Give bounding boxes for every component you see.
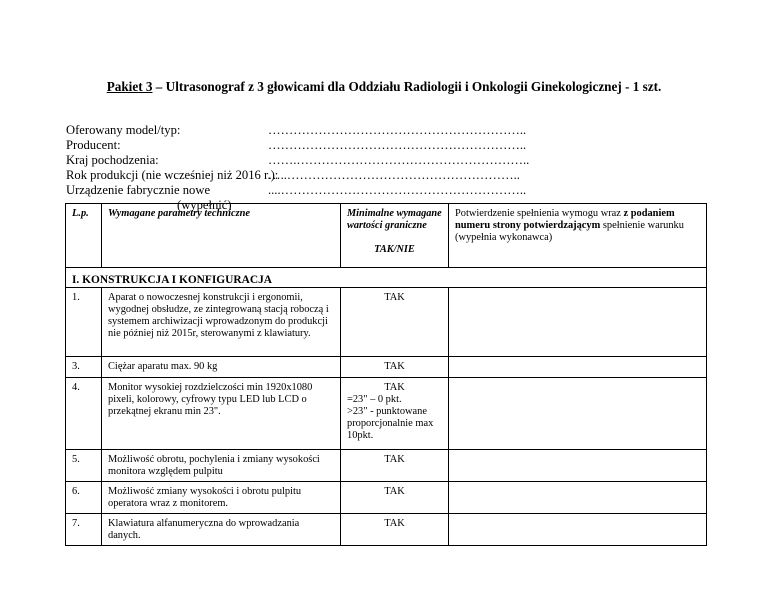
info-label: Kraj pochodzenia: [66,153,159,167]
row-lp: 6. [66,482,102,514]
row-lp: 3. [66,357,102,378]
info-row-country [66,153,530,168]
row-tak: TAK [384,486,405,497]
header-tak-nie: TAK/NIE [374,244,415,255]
row-description: Klawiatura alfanumeryczna do wprowadzania danych. [102,514,341,546]
row-description: Możliwość zmiany wysokości i obrotu pulpitu operatora wraz z monitorem. [102,482,341,514]
header-min-values [341,204,449,268]
row-lp: 5. [66,450,102,482]
info-label: Urządzenie fabrycznie nowe [66,183,211,197]
table-row [66,288,707,357]
info-fill-field[interactable]: ....………………………………………………….. [268,183,527,197]
info-row-producer [66,138,527,153]
table-body [66,288,707,546]
row-lp: 1. [66,288,102,357]
info-row-new [66,183,527,198]
row-required-value [341,450,449,482]
info-row-model [66,123,527,138]
header-lp: L.p. [66,204,102,268]
title-text: – Ultrasonograf z 3 głowicami dla Oddziału Radiologii i Onkologii Ginekologicznej - 1 szt. [152,79,662,94]
header-confirmation [449,204,707,268]
row-tak: TAK [384,454,405,465]
table-row [66,357,707,378]
table-row [66,514,707,546]
header-confirmation-post: spełnienie warunku (wypełnia wykonawca) [455,220,684,243]
row-confirmation-cell[interactable] [449,450,707,482]
row-lp: 7. [66,514,102,546]
info-fill-field[interactable]: …..……………………………………………….. [268,168,520,182]
document-title [0,79,768,95]
row-description: Monitor wysokiej rozdzielczości min 1920x1080 pixeli, kolorowy, cyfrowy typu LED lub LCD o przekątnej ekranu min 23". [102,378,341,450]
row-tak: TAK [384,361,405,372]
info-label: Rok produkcji (nie wcześniej niż 2016 r.): [66,168,279,182]
row-required-value [341,357,449,378]
row-confirmation-cell[interactable] [449,288,707,357]
info-fill-field[interactable]: …………………………………………………….. [268,138,527,152]
row-confirmation-cell[interactable] [449,378,707,450]
table-row [66,482,707,514]
header-parameters: Wymagane parametry techniczne [102,204,341,268]
section-row [66,268,707,288]
info-row-year [66,168,520,183]
info-fill-field[interactable]: …….……………………………………………….. [268,153,530,167]
row-description: Aparat o nowoczesnej konstrukcji i ergonomii, wygodnej obsłudze, ze zintegrowaną stacją roboczą i systemem archiwizacji wprowadzonym do produkcji nie później niż 2015r, sterowanymi z klawiatury. [102,288,341,357]
row-required-value [341,288,449,357]
info-label: Producent: [66,138,121,152]
table-row [66,450,707,482]
technical-parameters-table [65,203,707,546]
row-tak: TAK [384,518,405,529]
header-min-values-text: Minimalne wymagane wartości graniczne [347,208,442,231]
info-fill-field[interactable]: …………………………………………………….. [268,123,527,137]
row-required-value [341,378,449,450]
info-label: Oferowany model/typ: [66,123,181,137]
row-scoring-note: >23" - punktowane proporcjonalnie max 10pkt. [347,406,434,441]
row-confirmation-cell[interactable] [449,514,707,546]
row-scoring-note: =23" – 0 pkt. [347,394,402,405]
row-required-value [341,514,449,546]
package-label: Pakiet 3 [106,79,153,94]
offer-info [66,123,530,213]
row-tak: TAK [384,292,405,303]
info-note: (wypełnić) [177,198,232,212]
row-required-value [341,482,449,514]
row-description: Możliwość obrotu, pochylenia i zmiany wysokości monitora względem pulpitu [102,450,341,482]
row-confirmation-cell[interactable] [449,482,707,514]
row-tak: TAK [384,382,405,393]
section-title: I. KONSTRUKCJA I KONFIGURACJA [66,268,707,288]
header-confirmation-bold: z podaniem numeru strony potwierdzającym [455,208,675,231]
table-header-row [66,204,707,268]
row-description: Ciężar aparatu max. 90 kg [102,357,341,378]
row-lp: 4. [66,378,102,450]
table-row [66,378,707,450]
row-confirmation-cell[interactable] [449,357,707,378]
header-confirmation-pre: Potwierdzenie spełnienia wymogu wraz [455,208,624,219]
